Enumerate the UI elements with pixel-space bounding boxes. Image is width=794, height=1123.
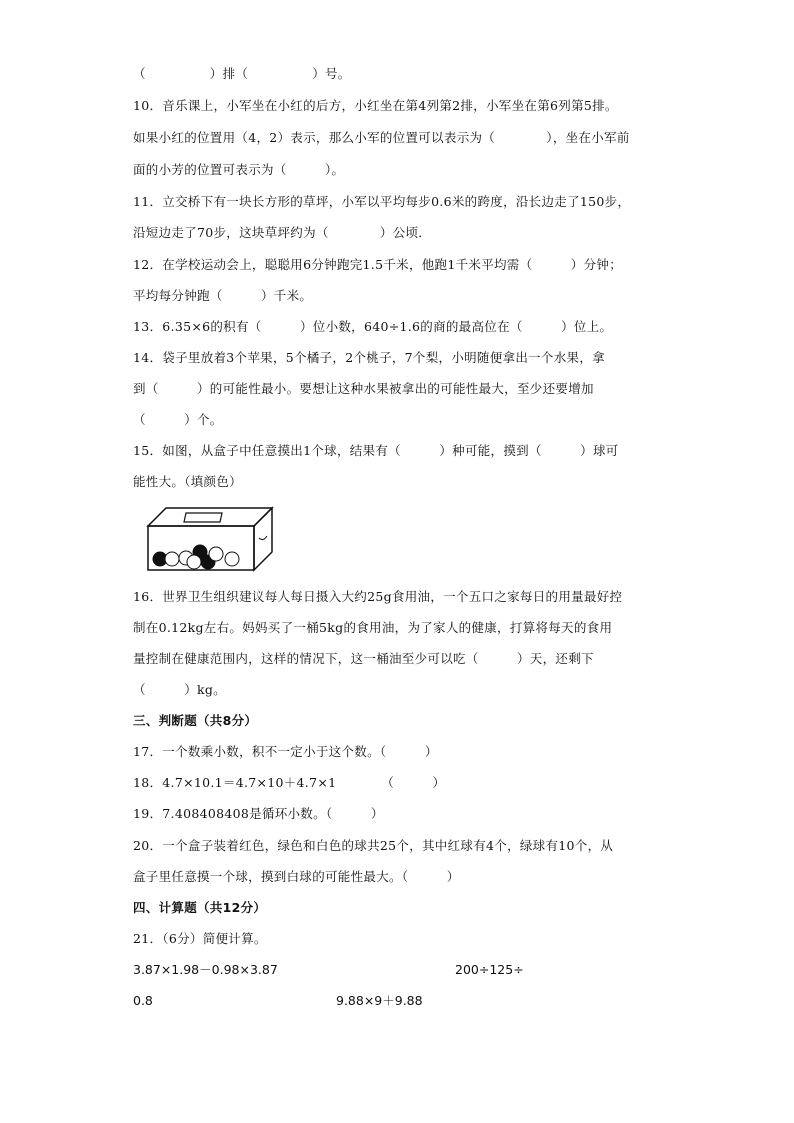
q11-line-2: 沿短边走了70步，这块草坪约为（ ）公顷．: [133, 225, 432, 240]
section-3-heading: 三、判断题（共8分）: [133, 713, 258, 728]
q20-line-1: 20．一个盒子装着红色，绿色和白色的球共25个，其中红球有4个，绿球有10个，从: [133, 838, 614, 853]
section-4-heading: 四、计算题（共12分）: [133, 900, 267, 915]
ball-box-figure: [146, 502, 274, 574]
q10-line-3: 面的小芳的位置可表示为（ ）。: [133, 162, 345, 177]
q12-line-2: 平均每分钟跑（ ）千米。: [133, 288, 313, 303]
q14-line-3: （ ）个。: [133, 412, 223, 427]
q14-line-2: 到（ ）的可能性最小。要想让这种水果被拿出的可能性最大，至少还要增加: [133, 381, 594, 396]
q11-line-1: 11．立交桥下有一块长方形的草坪，小军以平均每步0.6米的跨度，沿长边走了150步，: [133, 194, 631, 209]
q20-line-2: 盒子里任意摸一个球，摸到白球的可能性最大。（ ）: [133, 869, 460, 884]
q16-line-1: 16．世界卫生组织建议每人每日摄入大约25g食用油，一个五口之家每日的用量最好控: [133, 589, 623, 604]
q10-line-2: 如果小红的位置用（4，2）表示，那么小军的位置可以表示为（ ），坐在小军前: [133, 130, 630, 145]
q16-line-3: 量控制在健康范围内，这样的情况下，这一桶油至少可以吃（ ）天，还剩下: [133, 651, 594, 666]
calc-expression-1: 3.87×1.98－0.98×3.87: [133, 962, 278, 977]
q19-line: 19．7.408408408是循环小数。（ ）: [133, 806, 384, 821]
q14-line-1: 14．袋子里放着3个苹果，5个橘子，2个桃子，7个梨，小明随便拿出一个水果，拿: [133, 350, 605, 365]
q21-line: 21．（6分）简便计算。: [133, 931, 267, 946]
q12-line-1: 12．在学校运动会上，聪聪用6分钟跑完1.5千米，他跑1千米平均需（ ）分钟；: [133, 257, 622, 272]
q9-continuation: （ ）排（ ）号。: [133, 66, 351, 81]
q15-line-1: 15．如图，从盒子中任意摸出1个球，结果有（ ）种可能，摸到（ ）球可: [133, 443, 619, 458]
calc-expression-2-tail: 0.8: [133, 993, 153, 1008]
q13-line: 13．6.35×6的积有（ ）位小数，640÷1.6的商的最高位在（ ）位上。: [133, 319, 613, 334]
calc-expression-2: 200÷125÷: [455, 962, 524, 977]
q15-line-2: 能性大。（填颜色）: [133, 474, 242, 489]
calc-expression-3: 9.88×9＋9.88: [336, 993, 423, 1008]
q10-line-1: 10．音乐课上，小军坐在小红的后方，小红坐在第4列第2排，小军坐在第6列第5排。: [133, 98, 618, 113]
q18-line: 18．4.7×10.1＝4.7×10＋4.7×1 （ ）: [133, 775, 446, 790]
q16-line-2: 制在0.12kg左右。妈妈买了一桶5kg的食用油，为了家人的健康，打算将每天的食用: [133, 620, 613, 635]
q17-line: 17．一个数乘小数，积不一定小于这个数。（ ）: [133, 744, 438, 759]
q16-line-4: （ ）kg。: [133, 682, 226, 697]
